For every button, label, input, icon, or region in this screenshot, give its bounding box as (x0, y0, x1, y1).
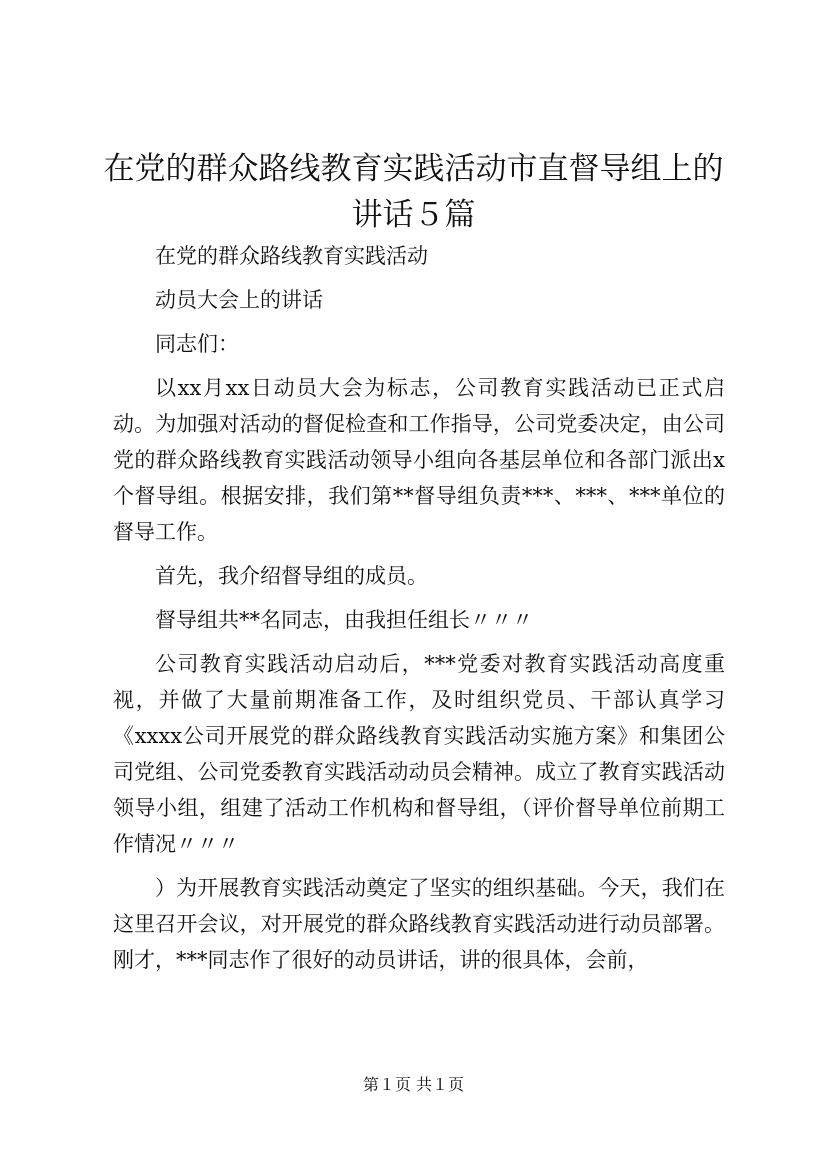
page-footer (0, 1075, 827, 1095)
paragraph-6: 督导组共**名同志，由我担任组长〃〃〃 (155, 608, 533, 632)
paragraph-4: 以xx月xx日动员大会为标志，公司教育实践活动已正式启动。为加强对活动的督促检查和工作指导，公司党委决定，由公司党的群众路线教育实践活动领导小组向各基层单位和各部门派出x个督导组。根据安排，我们第**督导组负责***、***、***单位的督导工作。 (113, 376, 725, 544)
paragraph-3: 同志们： (155, 332, 239, 356)
paragraph-5: 首先，我介绍督导组的成员。 (155, 564, 428, 588)
page-number-label: 第１页 共１页 (362, 1075, 465, 1094)
paragraph-1: 在党的群众路线教育实践活动 (155, 244, 428, 268)
paragraph-2: 动员大会上的讲话 (155, 288, 323, 312)
document-title: 在党的群众路线教育实践活动市直督导组上的讲话５篇 (103, 151, 724, 233)
paragraph-7: 公司教育实践活动启动后，***党委对教育实践活动高度重视，并做了大量前期准备工作，及时组织党员、干部认真学习《xxxx公司开展党的群众路线教育实践活动实施方案》和集团公司党组、公司党委教育实践活动动员会精神。成立了教育实践活动领导小组，组建了活动工作机构和督导组，（评价督导单位前期工作情况〃〃〃 (113, 652, 725, 856)
paragraph-8: ）为开展教育实践活动奠定了坚实的组织基础。今天，我们在这里召开会议，对开展党的群众路线教育实践活动进行动员部署。刚才，***同志作了很好的动员讲话，讲的很具体，会前， (113, 876, 725, 972)
document-body (113, 238, 725, 986)
